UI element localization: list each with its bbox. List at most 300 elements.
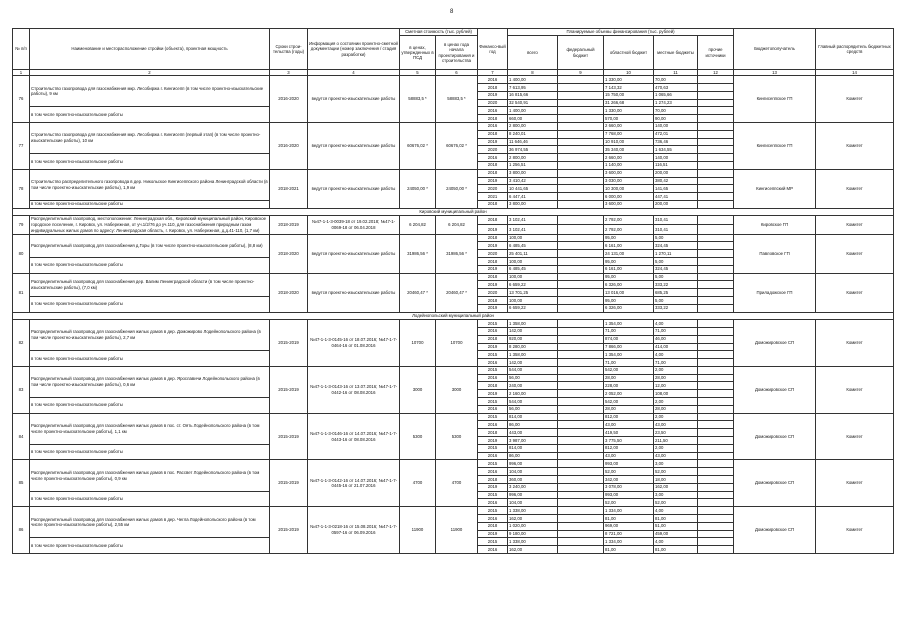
local-value: 70,00 (654, 107, 698, 115)
other-value (698, 437, 734, 445)
federal-value (558, 250, 604, 258)
project-term: 2018-2019 (270, 216, 308, 234)
project-number: 77 (13, 122, 30, 169)
other-value (698, 413, 734, 421)
other-value (698, 343, 734, 351)
total-value: 814,00 (508, 444, 558, 452)
regional-value: 81,00 (604, 515, 654, 523)
project-recipient: Павловское ГП (734, 234, 816, 273)
federal-value (558, 138, 604, 146)
federal-value (558, 515, 604, 523)
fin-year: 2015 (478, 320, 508, 328)
total-value: 2 160,00 (508, 390, 558, 398)
fin-year: 2015 (478, 444, 508, 452)
other-value (698, 154, 734, 162)
other-value (698, 84, 734, 92)
other-value (698, 200, 734, 208)
other-value (698, 76, 734, 84)
other-value (698, 483, 734, 491)
local-value: 23,50 (654, 429, 698, 437)
total-value: 1 358,00 (508, 351, 558, 359)
regional-value: 570,00 (604, 115, 654, 123)
local-value: 2,00 (654, 413, 698, 421)
project-cost-psd: 5300 (400, 413, 436, 460)
federal-value (558, 234, 604, 242)
regional-value: 95,00 (604, 273, 654, 281)
project-cost-psd: 6 204,82 (400, 216, 436, 234)
other-value (698, 304, 734, 312)
federal-value (558, 382, 604, 390)
table-row (13, 366, 894, 374)
local-value: 2,00 (654, 398, 698, 406)
regional-value: 2 660,00 (604, 122, 654, 130)
federal-value (558, 452, 604, 460)
fin-year: 2015 (478, 507, 508, 515)
federal-value (558, 258, 604, 266)
local-value: 4,00 (654, 538, 698, 546)
total-value: 162,00 (508, 546, 558, 554)
regional-value: 1 334,00 (604, 507, 654, 515)
header-docs: Информация о состоянии проектно-сметной документации (номер заключения / стадия разработки) (308, 29, 400, 70)
header-cost-psd: в ценах, утвержденных в ПСД (400, 36, 436, 70)
other-value (698, 281, 734, 289)
project-title: Строительство газопровода для газоснабжения мкр. Лесобиржа г. Кингисепп (первый этап) (в том числе проектно-изыскательские работы), 10 км (30, 122, 270, 153)
other-value (698, 273, 734, 281)
local-value: 3,00 (654, 491, 698, 499)
total-value: 360,00 (508, 476, 558, 484)
header-manager: Главный распорядитель бюджетных средств (816, 29, 894, 70)
total-value: 6 485,45 (508, 242, 558, 250)
other-value (698, 359, 734, 367)
header-recipient: Бюджетополучатель (734, 29, 816, 70)
total-value: 1 256,51 (508, 161, 558, 169)
table-row (13, 320, 894, 328)
federal-value (558, 297, 604, 305)
total-value: 1 400,00 (508, 107, 558, 115)
other-value (698, 546, 734, 554)
column-number: 6 (436, 70, 478, 76)
federal-value (558, 242, 604, 250)
fin-year: 2019 (478, 138, 508, 146)
total-value: 6 447,41 (508, 193, 558, 201)
total-value: 86,00 (508, 452, 558, 460)
local-value: 310,41 (654, 216, 698, 225)
header-local: местные бюджеты (654, 36, 698, 70)
regional-value: 15 750,00 (604, 91, 654, 99)
project-docs: №47-1-1-3-0143-16 от 13.07.2016; №47-1-7-0442-16 от 08.08.2016 (308, 366, 400, 413)
project-title: Распределительный газопровод для газоснабжения жилых домов в дер. Ярославичи Лодейнопольского района (в том числе проектно-изыскательские работы), 0,6 км (30, 366, 270, 397)
project-subtitle: в том числе проектно-изыскательские работы (30, 154, 270, 170)
total-value: 86,00 (508, 421, 558, 429)
other-value (698, 444, 734, 452)
local-value: 333,22 (654, 281, 698, 289)
local-value: 141,65 (654, 185, 698, 193)
other-value (698, 538, 734, 546)
district-row (13, 208, 894, 216)
other-value (698, 405, 734, 413)
regional-value: 419,50 (604, 429, 654, 437)
local-value: 28,00 (654, 374, 698, 382)
other-value (698, 335, 734, 343)
project-subtitle: в том числе проектно-изыскательские работы (30, 398, 270, 414)
local-value: 5,00 (654, 258, 698, 266)
other-value (698, 130, 734, 138)
local-value: 52,00 (654, 499, 698, 507)
column-number: 5 (400, 70, 436, 76)
local-value: 140,00 (654, 154, 698, 162)
total-value: 920,00 (508, 335, 558, 343)
total-value: 3 240,00 (508, 483, 558, 491)
total-value: 240,00 (508, 382, 558, 390)
other-value (698, 476, 734, 484)
local-value: 71,00 (654, 327, 698, 335)
project-subtitle: в том числе проектно-изыскательские работы (30, 200, 270, 208)
project-subtitle: в том числе проектно-изыскательские работы (30, 351, 270, 367)
total-value: 100,00 (508, 258, 558, 266)
local-value: 46,00 (654, 335, 698, 343)
header-term: Сроки строи-тельства (годы) (270, 29, 308, 70)
federal-value (558, 530, 604, 538)
project-term: 2018-2020 (270, 273, 308, 312)
other-value (698, 122, 734, 130)
fin-year: 2019 (478, 530, 508, 538)
other-value (698, 499, 734, 507)
header-name: Наименование и месторасположение стройки (объекта), проектная мощность (30, 29, 270, 70)
total-value: 3 800,00 (508, 169, 558, 177)
federal-value (558, 405, 604, 413)
other-value (698, 99, 734, 107)
project-cost-psd: 3000 (400, 366, 436, 413)
regional-value: 13 016,00 (604, 289, 654, 297)
total-value: 13 701,25 (508, 289, 558, 297)
project-recipient: Кингисеппское ГП (734, 76, 816, 123)
table-row (13, 273, 894, 281)
federal-value (558, 107, 604, 115)
project-term: 2016-2020 (270, 122, 308, 169)
local-value: 52,00 (654, 468, 698, 476)
local-value: 333,22 (654, 304, 698, 312)
local-value: 81,00 (654, 515, 698, 523)
regional-value: 6 000,00 (604, 193, 654, 201)
regional-value: 10 300,00 (604, 185, 654, 193)
local-value: 447,41 (654, 193, 698, 201)
regional-value: 812,00 (604, 444, 654, 452)
project-cost-current: 5300 (436, 413, 478, 460)
regional-value: 3 600,00 (604, 200, 654, 208)
total-value: 6 659,22 (508, 281, 558, 289)
district-title: Кировский муниципальный район (13, 208, 894, 216)
fin-year: 2021 (478, 193, 508, 201)
regional-value: 3 600,00 (604, 169, 654, 177)
regional-value: 43,00 (604, 421, 654, 429)
project-docs: №47-1-1-3-0146-16 от 14.07.2016; №47-1-7-0443-16 от 08.08.2016 (308, 413, 400, 460)
fin-year: 2018 (478, 258, 508, 266)
project-cost-current: 11900 (436, 507, 478, 554)
total-value: 544,00 (508, 366, 558, 374)
fin-year: 2016 (478, 374, 508, 382)
investment-table (12, 28, 894, 554)
project-cost-current: 20460,47 * (436, 273, 478, 312)
total-value: 162,00 (508, 515, 558, 523)
other-value (698, 398, 734, 406)
regional-value: 52,00 (604, 468, 654, 476)
other-value (698, 258, 734, 266)
federal-value (558, 130, 604, 138)
project-number: 84 (13, 413, 30, 460)
regional-value: 71,00 (604, 327, 654, 335)
table-row (13, 76, 894, 84)
total-value: 1 358,00 (508, 320, 558, 328)
federal-value (558, 161, 604, 169)
federal-value (558, 115, 604, 123)
project-term: 2015-2019 (270, 320, 308, 367)
district-title: Лодейнопольский муниципальный район (13, 312, 894, 320)
federal-value (558, 390, 604, 398)
regional-value: 31 266,68 (604, 99, 654, 107)
fin-year: 2018 (478, 297, 508, 305)
federal-value (558, 444, 604, 452)
project-number: 76 (13, 76, 30, 123)
total-value: 6 485,45 (508, 265, 558, 273)
fin-year: 2019 (478, 265, 508, 273)
page-number: 8 (450, 9, 454, 15)
fin-year: 2015 (478, 538, 508, 546)
column-number: 10 (604, 70, 654, 76)
total-value: 8 280,00 (508, 343, 558, 351)
fin-year: 2016 (478, 76, 508, 84)
fin-year: 2015 (478, 460, 508, 468)
column-number: 2 (30, 70, 270, 76)
project-docs: ведутся проектно-изыскательские работы (308, 273, 400, 312)
federal-value (558, 359, 604, 367)
other-value (698, 225, 734, 234)
fin-year: 2019 (478, 225, 508, 234)
fin-year: 2018 (478, 273, 508, 281)
project-title: Распределительный газопровод, местоположение: Ленинградская обл., Кировский муниципальный район, Кировское городское поселение, г. Кировск, ул. Набережная, от уч.1/2/76 до уч.110, для газоснабжения природным газом индивидуальных жилых домов по адресу: Ленинградская область, г. Кировск, ул. Набережная, д.д.41-110, (1,7 км) (30, 216, 270, 234)
table-body (13, 76, 894, 554)
fin-year: 2018 (478, 382, 508, 390)
regional-value: 993,00 (604, 491, 654, 499)
project-cost-psd: 10700 (400, 320, 436, 367)
other-value (698, 366, 734, 374)
other-value (698, 91, 734, 99)
regional-value: 1 354,00 (604, 320, 654, 328)
local-value: 1 634,55 (654, 146, 698, 154)
project-number: 81 (13, 273, 30, 312)
local-value: 108,00 (654, 390, 698, 398)
other-value (698, 138, 734, 146)
regional-value: 6 161,00 (604, 242, 654, 250)
total-value: 3 102,41 (508, 216, 558, 225)
total-value: 6 659,22 (508, 304, 558, 312)
federal-value (558, 91, 604, 99)
project-title: Распределительный газопровод для газоснабжения жилых домов в пос. Рассвет Лодейнопольского района (в том числе проектно-изыскательские работы), 0,9 км (30, 460, 270, 491)
federal-value (558, 327, 604, 335)
other-value (698, 452, 734, 460)
table-row (13, 234, 894, 242)
fin-year: 2018 (478, 335, 508, 343)
other-value (698, 491, 734, 499)
regional-value: 95,00 (604, 258, 654, 266)
total-value: 11 646,46 (508, 138, 558, 146)
project-manager: Комитет (816, 216, 894, 234)
project-manager: Комитет (816, 169, 894, 208)
project-cost-current: 10700 (436, 320, 478, 367)
column-number: 3 (270, 70, 308, 76)
total-value: 3 410,42 (508, 177, 558, 185)
total-value: 104,00 (508, 499, 558, 507)
project-cost-current: 3000 (436, 366, 478, 413)
fin-year: 2015 (478, 491, 508, 499)
project-docs: №47-1-1-3-0145-16 от 18.07.2016; №47-1-7-0464-16 от 01.08.2016 (308, 320, 400, 367)
regional-value: 95,00 (604, 297, 654, 305)
header-federal: федеральный бюджет (558, 36, 604, 70)
federal-value (558, 429, 604, 437)
local-value: 4,00 (654, 351, 698, 359)
total-value: 2 800,00 (508, 154, 558, 162)
investment-table-sheet (12, 28, 894, 554)
total-value: 3 800,00 (508, 200, 558, 208)
regional-value: 81,00 (604, 546, 654, 554)
fin-year: 2016 (478, 452, 508, 460)
regional-value: 28,00 (604, 405, 654, 413)
local-value: 18,00 (654, 476, 698, 484)
table-row (13, 122, 894, 130)
local-value: 90,00 (654, 115, 698, 123)
total-value: 100,00 (508, 234, 558, 242)
column-number: 7 (478, 70, 508, 76)
fin-year: 2016 (478, 359, 508, 367)
federal-value (558, 546, 604, 554)
federal-value (558, 538, 604, 546)
other-value (698, 115, 734, 123)
fin-year: 2019 (478, 390, 508, 398)
column-number: 4 (308, 70, 400, 76)
fin-year: 2018 (478, 429, 508, 437)
total-value: 544,00 (508, 398, 558, 406)
project-number: 86 (13, 507, 30, 554)
regional-value: 6 326,00 (604, 281, 654, 289)
column-number: 1 (13, 70, 30, 76)
regional-value: 1 354,00 (604, 351, 654, 359)
project-cost-psd: 4700 (400, 460, 436, 507)
fin-year: 2020 (478, 146, 508, 154)
regional-value: 28,00 (604, 374, 654, 382)
local-value: 211,50 (654, 437, 698, 445)
federal-value (558, 522, 604, 530)
project-recipient: Доможировское СП (734, 460, 816, 507)
federal-value (558, 76, 604, 84)
project-manager: Комитет (816, 234, 894, 273)
project-manager: Комитет (816, 76, 894, 123)
project-cost-psd: 60676,02 * (400, 122, 436, 169)
fin-year: 2016 (478, 327, 508, 335)
regional-value: 24 131,00 (604, 250, 654, 258)
total-value: 100,00 (508, 273, 558, 281)
federal-value (558, 437, 604, 445)
fin-year: 2018 (478, 216, 508, 225)
project-cost-current: 4700 (436, 460, 478, 507)
local-value: 324,45 (654, 265, 698, 273)
federal-value (558, 351, 604, 359)
local-value: 4,00 (654, 320, 698, 328)
column-number: 12 (698, 70, 734, 76)
project-recipient: Доможировское СП (734, 366, 816, 413)
project-subtitle: в том числе проектно-изыскательские работы (30, 297, 270, 313)
regional-value: 71,00 (604, 359, 654, 367)
fin-year: 2019 (478, 91, 508, 99)
other-value (698, 265, 734, 273)
regional-value: 542,00 (604, 366, 654, 374)
fin-year: 2020 (478, 250, 508, 258)
project-cost-current: 58883,5 * (436, 76, 478, 123)
project-cost-current: 24050,00 * (436, 169, 478, 208)
project-subtitle: в том числе проектно-изыскательские работы (30, 538, 270, 554)
project-docs: ведутся проектно-изыскательские работы (308, 122, 400, 169)
fin-year: 2015 (478, 366, 508, 374)
project-subtitle: в том числе проектно-изыскательские работы (30, 491, 270, 507)
federal-value (558, 320, 604, 328)
federal-value (558, 304, 604, 312)
project-subtitle: в том числе проектно-изыскательские работы (30, 444, 270, 460)
fin-year: 2020 (478, 185, 508, 193)
other-value (698, 216, 734, 225)
local-value: 71,00 (654, 359, 698, 367)
project-cost-current: 31986,56 * (436, 234, 478, 273)
total-value: 1 020,00 (508, 522, 558, 530)
local-value: 3,00 (654, 460, 698, 468)
other-value (698, 242, 734, 250)
local-value: 685,25 (654, 289, 698, 297)
project-manager: Комитет (816, 413, 894, 460)
project-term: 2016-2020 (270, 76, 308, 123)
regional-value: 1 334,00 (604, 538, 654, 546)
fin-year: 2016 (478, 546, 508, 554)
local-value: 324,45 (654, 242, 698, 250)
local-value: 4,00 (654, 507, 698, 515)
fin-year: 2016 (478, 107, 508, 115)
regional-value: 7 768,00 (604, 130, 654, 138)
project-number: 79 (13, 216, 30, 234)
federal-value (558, 281, 604, 289)
total-value: 8 240,01 (508, 130, 558, 138)
total-value: 9 180,00 (508, 530, 558, 538)
table-row (13, 169, 894, 177)
fin-year: 2016 (478, 405, 508, 413)
project-cost-psd: 20460,47 * (400, 273, 436, 312)
local-value: 2,00 (654, 366, 698, 374)
federal-value (558, 122, 604, 130)
other-value (698, 177, 734, 185)
other-value (698, 382, 734, 390)
fin-year: 2015 (478, 351, 508, 359)
project-subtitle: в том числе проектно-изыскательские работы (30, 107, 270, 123)
local-value: 380,42 (654, 177, 698, 185)
local-value: 414,00 (654, 343, 698, 351)
total-value: 56,00 (508, 405, 558, 413)
project-manager: Комитет (816, 366, 894, 413)
federal-value (558, 483, 604, 491)
regional-value: 8 721,00 (604, 530, 654, 538)
project-term: 2015-2019 (270, 460, 308, 507)
regional-value: 6 161,00 (604, 265, 654, 273)
federal-value (558, 200, 604, 208)
column-number: 8 (508, 70, 558, 76)
total-value: 142,00 (508, 359, 558, 367)
local-value: 2,00 (654, 444, 698, 452)
project-recipient: Доможировское СП (734, 320, 816, 367)
local-value: 43,00 (654, 452, 698, 460)
